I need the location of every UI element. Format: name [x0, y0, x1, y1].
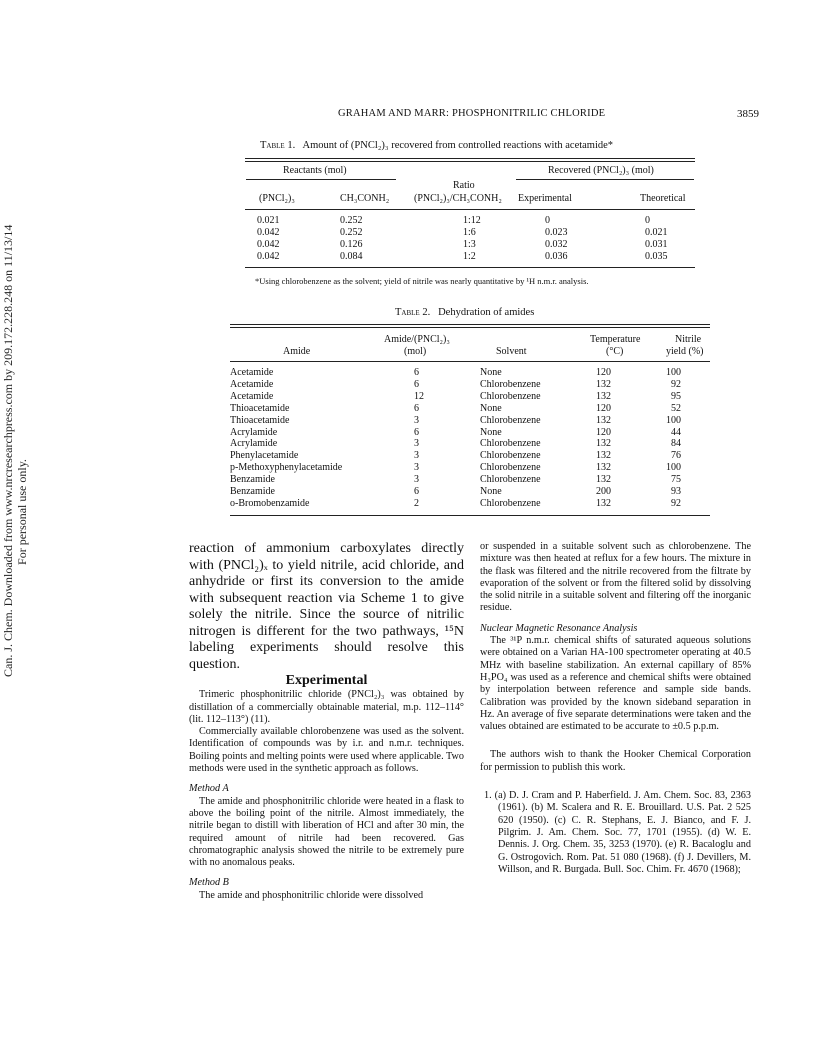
- table-cell: o-Bromobenzamide: [230, 497, 310, 509]
- table-cell: 132: [596, 474, 611, 486]
- table-cell: 1:12: [463, 215, 481, 226]
- table-cell: 93: [671, 486, 681, 498]
- table1-label: Table 1.: [260, 140, 296, 151]
- table2-col-amide: Amide: [283, 346, 311, 357]
- table-cell: 1:6: [463, 227, 476, 238]
- table-cell: 132: [596, 414, 611, 426]
- table2-header-rule: [230, 361, 710, 362]
- table-cell: 0.252: [340, 227, 363, 238]
- table2-col-ratio-1: Amide/(PNCl₂)₃: [384, 334, 450, 345]
- table1-col-ratio: (PNCl₂)₃/CH₃CONH₂: [414, 193, 502, 204]
- nmr-text: The ³¹P n.m.r. chemical shifts of saturated aqueous solutions were obtained on a Varian HA-100 spectrometer operating at 40.5 MHz with baseline stabilization. An external capillary of 85% H₃PO₄ was used as a reference and chemical shifts were obtained by interpolation between reference and sample side bands. Calibration was provided by the known sideband separation in Hz. An average of five separate determinations were taken and the values obtained are estimated to be accurate to ±0.5 p.p.m.: [480, 635, 751, 733]
- reference-1: 1. (a) D. J. Cram and P. Haberfield. J. Am. Chem. Soc. 83, 2363 (1961). (b) M. Scalera and R. E. Brouillard. U.S. Pat. 2 525 620 (1950). (c) C. R. Stephans, E. J. Bianco, and F. J. Pilgrim. J. Am. Chem. Soc. 77, 1701 (1955). (d) W. E. Dennis. J. Org. Chem. 35, 3253 (1970). (e) R. Bacaloglu and G. Ostrogovich. Rom. Pat. 51 080 (1968). (f) J. Devillers, M. Willson, and R. Burgada. Bull. Soc. Chim. Fr. 4670 (1968);: [484, 790, 751, 875]
- table-row: [230, 498, 710, 510]
- table-row: [230, 403, 710, 415]
- table-cell: Acrylamide: [230, 426, 278, 438]
- experimental-heading: Experimental: [285, 673, 368, 688]
- table1-caption-text: Amount of (PNCl₂)₃ recovered from controlled reactions with acetamide*: [302, 140, 614, 151]
- table-cell: 2: [414, 497, 419, 509]
- acknowledgement: The authors wish to thank the Hooker Chemical Corporation for permission to publish this work.: [480, 749, 751, 773]
- table2-label: Table 2.: [395, 307, 431, 318]
- table-cell: 0.035: [645, 251, 668, 262]
- table1-ratio-label: Ratio: [453, 180, 475, 191]
- table-row: [245, 227, 695, 239]
- table-cell: 6: [414, 426, 419, 438]
- table-cell: Chlorobenzene: [480, 378, 541, 390]
- exp-paragraph-2: Commercially available chlorobenzene was used as the solvent. Identification of compounds was by i.r. and n.m.r. techniques. Boiling points and melting points were used where applicable. Two methods were used in the synthetic approach as follows.: [189, 726, 464, 775]
- table1-top-rule: [245, 158, 695, 159]
- table-cell: Chlorobenzene: [480, 462, 541, 474]
- table1-bottom-rule: [245, 267, 695, 268]
- table-cell: Chlorobenzene: [480, 438, 541, 450]
- table-cell: Benzamide: [230, 474, 275, 486]
- table-cell: Phenylacetamide: [230, 450, 299, 462]
- table-cell: 132: [596, 497, 611, 509]
- table-cell: 0.252: [340, 215, 363, 226]
- method-b-heading: Method B: [189, 877, 229, 889]
- table1-footnote: *Using chlorobenzene as the solvent; yield of nitrile was nearly quantitative by ¹H n.m.r. analysis.: [255, 276, 589, 286]
- right-column: [480, 541, 751, 876]
- table2-caption: [395, 307, 534, 318]
- table1-group-recovered: Recovered (PNCl₂)₃ (mol): [548, 165, 654, 176]
- table-cell: 0.042: [257, 239, 280, 250]
- table-cell: 75: [671, 474, 681, 486]
- table1-col-pncl: (PNCl₂)₃: [259, 193, 295, 204]
- table-cell: 52: [671, 402, 681, 414]
- table-cell: 3: [414, 474, 419, 486]
- table-cell: 120: [596, 367, 611, 378]
- running-title: GRAHAM AND MARR: PHOSPHONITRILIC CHLORIDE: [338, 108, 606, 119]
- table-cell: 132: [596, 390, 611, 402]
- table-cell: 44: [671, 426, 681, 438]
- table2-body: [230, 367, 710, 510]
- method-a-text: The amide and phosphonitrilic chloride were heated in a flask to above the boiling point of the nitrile. Almost immediately, the nitrile began to distill with liberation of HCl and after 30 min, the required amount of nitrile had been recovered. Gas chromatographic analysis showed the nitrile to be extremely pure with no anomalous peaks.: [189, 795, 464, 869]
- table1-group-reactants: Reactants (mol): [283, 165, 347, 176]
- left-column: [189, 541, 464, 902]
- table-cell: 0.036: [545, 251, 568, 262]
- table-cell: 3: [414, 414, 419, 426]
- table-cell: None: [480, 367, 502, 378]
- table-cell: 6: [414, 367, 419, 378]
- table-cell: 132: [596, 462, 611, 474]
- nmr-heading: Nuclear Magnetic Resonance Analysis: [480, 622, 638, 634]
- table2-bottom-rule: [230, 515, 710, 516]
- table-cell: Acetamide: [230, 367, 274, 378]
- table-row: [245, 251, 695, 263]
- table-cell: 0: [545, 215, 550, 226]
- intro-text: reaction of ammonium carboxylates directly with (PNCl₂)ₓ to yield nitrile, acid chloride, and anhydride or first its conversion to the amide with subsequent reaction via Scheme 1 to give solely the nitrile. Since the source of nitrilic nitrogen is different for the two pathways, ¹⁵N labeling experiments should resolve this question.: [189, 541, 464, 672]
- method-b-continued: or suspended in a suitable solvent such as chlorobenzene. The mixture was then heated at reflux for a few hours. The mixture in the flask was filtered and the nitrile recovered from the filtrate by evaporation of the solvent or from the filtered solid by dissolving the solid nitrile in a suitable solvent and filtering off the inorganic residue.: [480, 541, 751, 614]
- table-cell: Thioacetamide: [230, 414, 290, 426]
- table-cell: Thioacetamide: [230, 402, 290, 414]
- table1-caption: [260, 140, 613, 151]
- method-b-text: The amide and phosphonitrilic chloride were dissolved: [199, 889, 424, 901]
- table-cell: 95: [671, 390, 681, 402]
- table-cell: 100: [666, 414, 681, 426]
- table1-recovered-rule: [516, 179, 694, 180]
- table-cell: 120: [596, 402, 611, 414]
- table1-col-acetamide: CH₃CONH₂: [340, 193, 390, 204]
- table-cell: 6: [414, 402, 419, 414]
- table-row: [230, 415, 710, 427]
- table1-header-rule: [245, 209, 695, 210]
- table-cell: 0.042: [257, 227, 280, 238]
- table-row: [230, 450, 710, 462]
- table-cell: 12: [414, 390, 424, 402]
- table-cell: None: [480, 402, 502, 414]
- table-row: [230, 367, 710, 379]
- table2-col-ratio-2: (mol): [404, 346, 427, 357]
- table-cell: Chlorobenzene: [480, 497, 541, 509]
- table-cell: None: [480, 486, 502, 498]
- table-cell: 0.032: [545, 239, 568, 250]
- table1-top-rule-2: [245, 161, 695, 162]
- table-row: [230, 391, 710, 403]
- table1-col-experimental: Experimental: [518, 193, 572, 204]
- table-cell: p-Methoxyphenylacetamide: [230, 462, 343, 474]
- table-row: [230, 462, 710, 474]
- table2-col-solvent: Solvent: [496, 346, 527, 357]
- table-cell: 120: [596, 426, 611, 438]
- table2-col-temp-1: Temperature: [590, 334, 641, 345]
- table-cell: Acrylamide: [230, 438, 278, 450]
- table-cell: 132: [596, 378, 611, 390]
- table-cell: Chlorobenzene: [480, 414, 541, 426]
- table-cell: 0.042: [257, 251, 280, 262]
- table1-col-theoretical: Theoretical: [640, 193, 686, 204]
- table-cell: 0: [645, 215, 650, 226]
- download-watermark: [1, 224, 29, 677]
- table-cell: 3: [414, 438, 419, 450]
- table-row: [230, 438, 710, 450]
- table-cell: Acetamide: [230, 378, 274, 390]
- table-cell: 76: [671, 450, 681, 462]
- table-cell: Chlorobenzene: [480, 474, 541, 486]
- page-number: 3859: [737, 108, 759, 120]
- table-cell: 132: [596, 438, 611, 450]
- table-cell: 92: [671, 497, 681, 509]
- table-cell: 0.084: [340, 251, 363, 262]
- table-cell: 132: [596, 450, 611, 462]
- table-row: [230, 474, 710, 486]
- table-cell: 92: [671, 378, 681, 390]
- table-cell: 100: [666, 367, 681, 378]
- table-cell: Acetamide: [230, 390, 274, 402]
- table2-top-rule-2: [230, 327, 710, 328]
- table2-top-rule: [230, 324, 710, 325]
- table-cell: 200: [596, 486, 611, 498]
- intro-paragraph: [189, 541, 464, 673]
- table-cell: 0.126: [340, 239, 363, 250]
- table-row: [230, 486, 710, 498]
- table2-caption-text: Dehydration of amides: [438, 307, 535, 318]
- table-cell: Chlorobenzene: [480, 450, 541, 462]
- table1-reactants-rule: [246, 179, 396, 180]
- table-cell: 0.031: [645, 239, 668, 250]
- table-cell: 0.021: [257, 215, 280, 226]
- watermark-line-2: For personal use only.: [15, 459, 29, 565]
- table-row: [230, 379, 710, 391]
- table-cell: 0.023: [545, 227, 568, 238]
- table-row: [245, 215, 695, 227]
- table-cell: None: [480, 426, 502, 438]
- table-cell: 6: [414, 378, 419, 390]
- table2-col-temp-2: (°C): [606, 346, 624, 357]
- table-cell: 100: [666, 462, 681, 474]
- table-cell: Chlorobenzene: [480, 390, 541, 402]
- table-cell: 3: [414, 462, 419, 474]
- table-cell: 1:2: [463, 251, 476, 262]
- table-cell: 6: [414, 486, 419, 498]
- table-cell: 1:3: [463, 239, 476, 250]
- table-cell: 0.021: [645, 227, 668, 238]
- table2-col-yield-2: yield (%): [666, 346, 704, 357]
- exp-paragraph-1: Trimeric phosphonitrilic chloride (PNCl₂)₃ was obtained by distillation of a commercially obtainable material, m.p. 112–114° (lit. 112–113°) (11).: [189, 689, 464, 725]
- table-row: [245, 239, 695, 251]
- table-row: [230, 427, 710, 439]
- table-cell: 84: [671, 438, 681, 450]
- table1-body: [245, 215, 695, 263]
- method-a-heading: Method A: [189, 783, 229, 795]
- table-cell: Benzamide: [230, 486, 275, 498]
- table2-col-yield-1: Nitrile: [675, 334, 702, 345]
- table-cell: 3: [414, 450, 419, 462]
- watermark-line-1: Can. J. Chem. Downloaded from www.nrcresearchpress.com by 209.172.228.248 on 11/13/14: [1, 224, 15, 677]
